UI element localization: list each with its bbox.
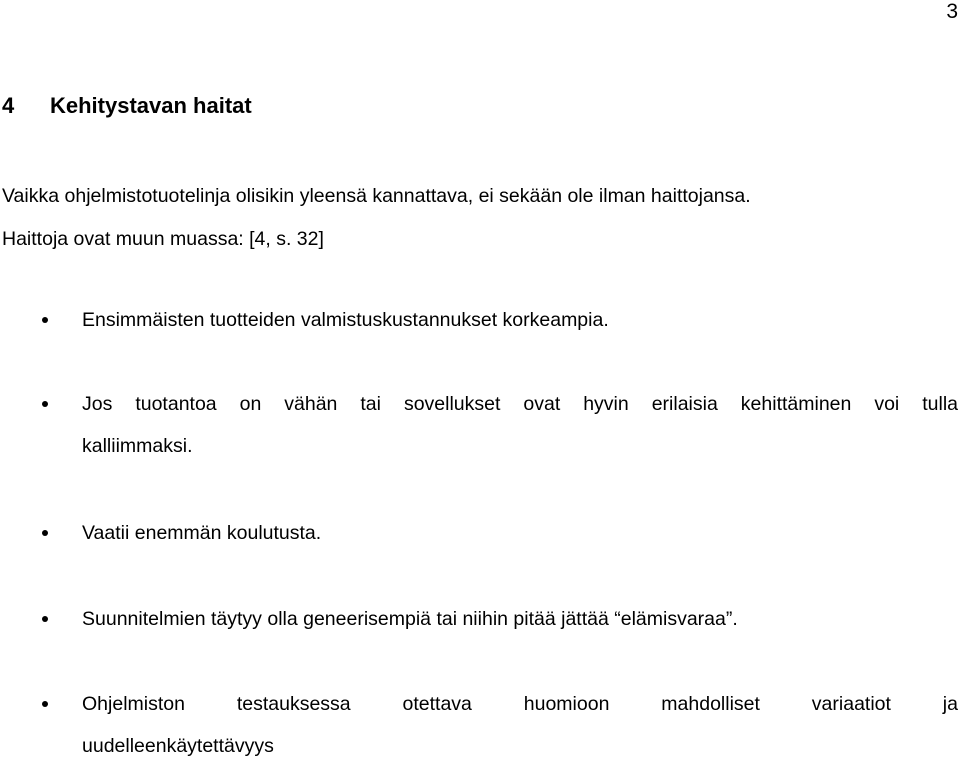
bullet-text [82,683,958,767]
page-number: 3 [946,0,958,23]
bullet-line: Vaatii enemmän koulutusta. [82,522,322,544]
bullet-line: Ensimmäisten tuotteiden valmistuskustannukset korkeampia. [82,309,609,331]
section-number: 4 [2,93,15,118]
intro-paragraph [2,175,952,261]
bullet-line: Jos tuotantoa on vähän tai sovellukset ovat hyvin erilaisia kehittäminen voi tulla [82,393,958,415]
bullet-line: uudelleenkäytettävyys [82,735,274,757]
bullet-dot-icon [42,616,48,622]
bullet-line: Suunnitelmien täytyy olla geneerisempiä tai niihin pitää jättää “elämisvaraa”. [82,608,738,630]
intro-line: Haittoja ovat muun muassa: [4, s. 32] [2,228,324,250]
intro-line: Vaikka ohjelmistotuotelinja olisikin yleensä kannattava, ei sekään ole ilman haittojansa. [2,185,751,207]
bullet-dot-icon [42,401,48,407]
section-heading [2,92,252,120]
bullet-line: Ohjelmiston testauksessa otettava huomioon mahdolliset variaatiot ja [82,693,958,715]
bullet-text [82,512,958,554]
bullet-text [82,299,958,341]
section-title: Kehitystavan haitat [50,93,252,118]
bullet-dot-icon [42,317,48,323]
bullet-line: kalliimmaksi. [82,435,193,457]
bullet-text [82,598,958,640]
bullet-dot-icon [42,530,48,536]
bullet-dot-icon [42,701,48,707]
bullet-text [82,383,958,467]
